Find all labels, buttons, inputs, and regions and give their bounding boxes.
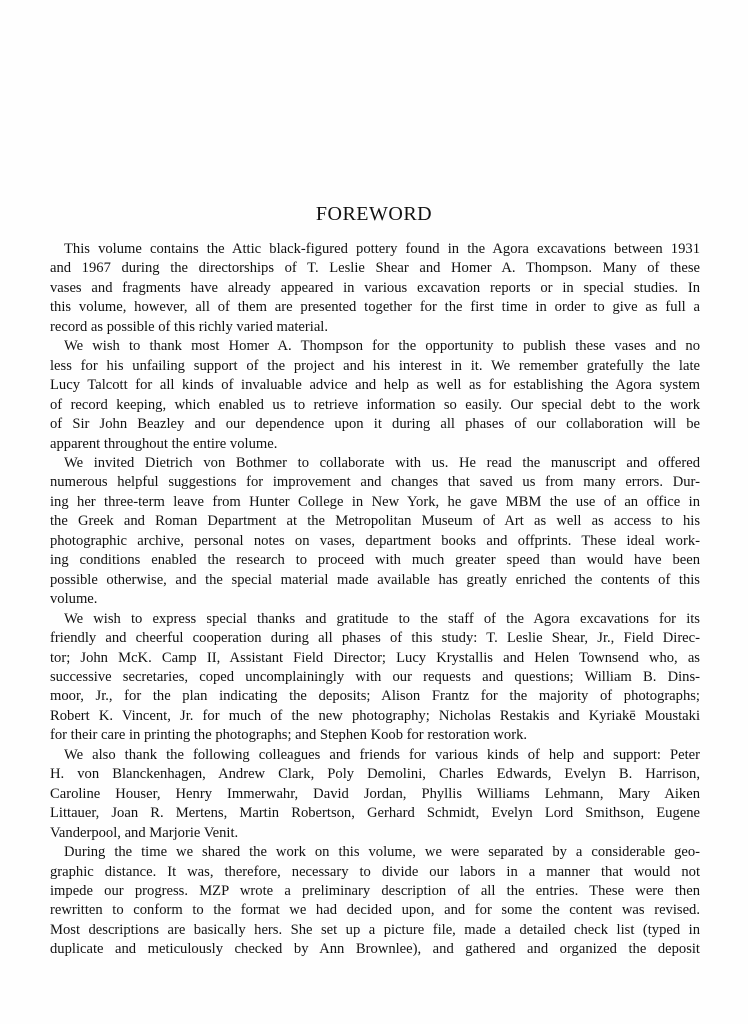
text-line: of Sir John Beazley and our dependence upon it during all phases of our collaboration will be — [50, 416, 700, 433]
foreword-body — [50, 240, 700, 960]
text-line: vases and fragments have already appeared in various excavation reports or in special studies. In — [50, 279, 700, 296]
text-line: apparent throughout the entire volume. — [50, 435, 278, 452]
text-line: photographic archive, personal notes on vases, department books and offprints. These ideal work- — [50, 532, 700, 549]
text-line: We also thank the following colleagues and friends for various kinds of help and support: Peter — [64, 746, 700, 763]
text-line: friendly and cheerful cooperation during all phases of this study: T. Leslie Shear, Jr., Field Direc- — [50, 630, 700, 647]
text-line: We wish to thank most Homer A. Thompson for the opportunity to publish these vases and no — [64, 338, 700, 355]
text-line: duplicate and meticulously checked by Ann Brownlee), and gathered and organized the deposit — [50, 941, 700, 958]
text-line: This volume contains the Attic black-figured pottery found in the Agora excavations between 1931 — [64, 241, 700, 257]
text-line: the Greek and Roman Department at the Metropolitan Museum of Art as well as access to his — [50, 513, 700, 530]
text-line: this volume, however, all of them are presented together for the first time in order to give as full a — [50, 299, 700, 316]
text-line: H. von Blanckenhagen, Andrew Clark, Poly Demolini, Charles Edwards, Evelyn B. Harrison, — [50, 766, 700, 783]
page-title: FOREWORD — [315, 203, 433, 225]
text-line: ing her three-term leave from Hunter College in New York, he gave MBM the use of an office in — [50, 493, 700, 510]
text-line: Most descriptions are basically hers. She set up a picture file, made a detailed check list (typed in — [50, 921, 700, 938]
text-line: ing conditions enabled the research to proceed with much greater speed than would have been — [50, 552, 700, 569]
paragraph — [50, 454, 700, 610]
paragraph — [50, 337, 700, 454]
text-line: Vanderpool, and Marjorie Venit. — [50, 824, 239, 841]
text-line: record as possible of this richly varied material. — [50, 318, 329, 335]
text-line: numerous helpful suggestions for improvement and changes that saved us from many errors. Dur- — [50, 474, 700, 491]
text-line: Robert K. Vincent, Jr. for much of the new photography; Nicholas Restakis and Kyriakē Moustaki — [50, 707, 700, 724]
text-line: Lucy Talcott for all kinds of invaluable advice and help as well as for establishing the Agora system — [50, 377, 700, 394]
text-line: rewritten to conform to the format we had decided upon, and for some the content was revised. — [50, 902, 700, 919]
text-line: successive secretaries, coped uncomplainingly with our requests and questions; William B. Dins- — [50, 668, 700, 685]
text-line: We invited Dietrich von Bothmer to collaborate with us. He read the manuscript and offered — [64, 454, 700, 471]
text-line: of record keeping, which enabled us to retrieve information so easily. Our special debt to the work — [50, 396, 700, 413]
text-line: for their care in printing the photographs; and Stephen Koob for restoration work. — [50, 727, 528, 744]
text-line: We wish to express special thanks and gratitude to the staff of the Agora excavations for its — [64, 610, 700, 627]
paragraph — [50, 610, 700, 746]
paragraph — [50, 746, 700, 843]
text-line: Caroline Houser, Henry Immerwahr, David Jordan, Phyllis Williams Lehmann, Mary Aiken — [50, 785, 700, 802]
text-line: graphic distance. It was, therefore, necessary to divide our labors in a manner that would not — [50, 863, 700, 880]
paragraph — [50, 843, 700, 960]
text-line: tor; John McK. Camp II, Assistant Field Director; Lucy Krystallis and Helen Townsend who, as — [50, 649, 700, 666]
text-line: Littauer, Joan R. Mertens, Martin Robertson, Gerhard Schmidt, Evelyn Lord Smithson, Eugene — [50, 805, 700, 822]
text-line: volume. — [50, 591, 98, 608]
text-line: During the time we shared the work on this volume, we were separated by a considerable geo- — [64, 844, 700, 861]
paragraph — [50, 240, 700, 337]
text-line: impede our progress. MZP wrote a preliminary description of all the entries. These were then — [50, 882, 700, 899]
text-line: less for his unfailing support of the project and his interest in it. We remember gratefully the late — [50, 357, 700, 374]
text-line: possible otherwise, and the special material made available has greatly enriched the contents of this — [50, 571, 700, 588]
text-line: and 1967 during the directorships of T. Leslie Shear and Homer A. Thompson. Many of these — [50, 260, 700, 277]
text-line: moor, Jr., for the plan indicating the deposits; Alison Frantz for the majority of photographs; — [50, 688, 700, 705]
